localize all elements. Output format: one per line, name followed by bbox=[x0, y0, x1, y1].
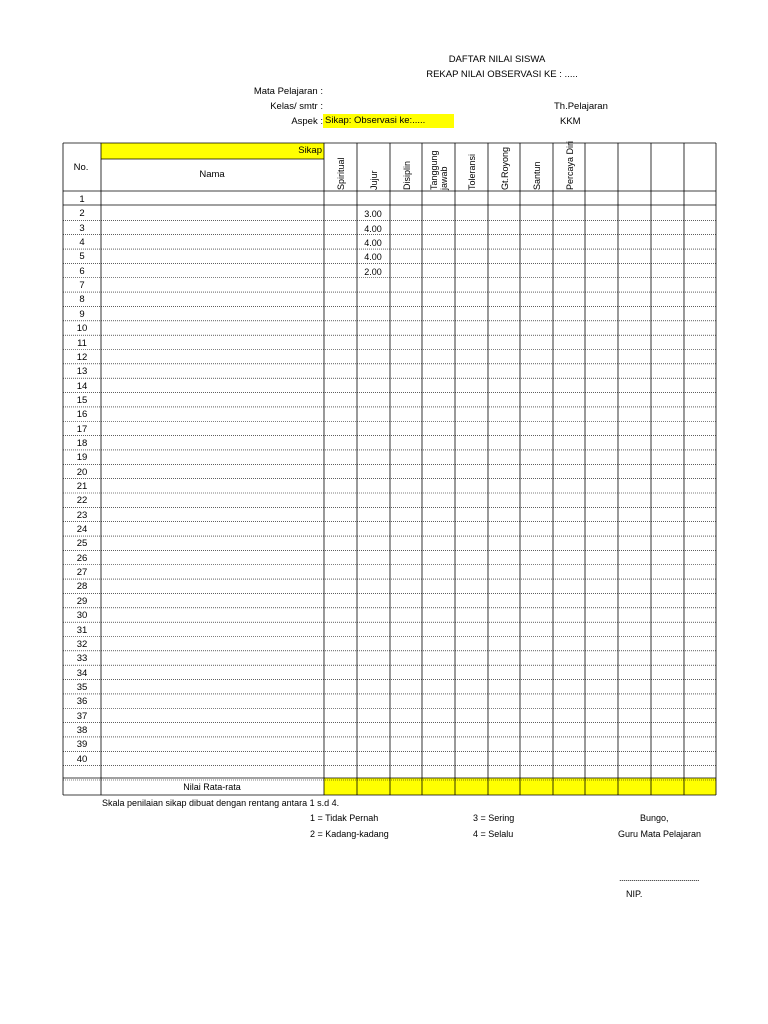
row-number: 20 bbox=[76, 466, 88, 478]
scale-3: 3 = Sering bbox=[473, 813, 515, 823]
row-number: 24 bbox=[76, 524, 88, 536]
place-date: Bungo, bbox=[640, 813, 669, 823]
th-pelajaran-label: Th.Pelajaran bbox=[554, 101, 608, 112]
row-number: 22 bbox=[76, 495, 88, 507]
aspect-header-label: Santun bbox=[532, 161, 542, 190]
row-number: 17 bbox=[76, 423, 88, 435]
row-number: 40 bbox=[76, 753, 88, 765]
page-title: DAFTAR NILAI SISWA bbox=[448, 54, 546, 65]
row-number: 14 bbox=[76, 380, 88, 392]
row-number: 27 bbox=[76, 567, 88, 579]
row-number: 8 bbox=[79, 294, 85, 306]
aspect-header-label: Percaya Diri bbox=[565, 140, 575, 190]
row-number: 1 bbox=[79, 194, 85, 205]
row-number: 21 bbox=[76, 481, 88, 492]
row-number: 31 bbox=[76, 624, 88, 636]
jujur-score: 3.00 bbox=[364, 209, 382, 220]
average-row-label: Nilai Rata-rata bbox=[183, 782, 241, 792]
jujur-score: 4.00 bbox=[364, 223, 382, 234]
sikap-group-header: Sikap bbox=[298, 145, 322, 156]
row-number: 32 bbox=[76, 638, 88, 650]
row-number: 11 bbox=[77, 337, 87, 349]
nip-label: NIP. bbox=[626, 889, 643, 899]
row-number: 18 bbox=[76, 437, 88, 449]
row-number: 36 bbox=[76, 696, 88, 708]
row-number: 39 bbox=[76, 739, 88, 751]
aspek-value: Sikap: Observasi ke:..... bbox=[323, 114, 454, 128]
jujur-score: 2.00 bbox=[364, 266, 382, 277]
signature-line: ........................................ bbox=[619, 873, 700, 883]
aspect-header-label: Toleransi bbox=[467, 153, 477, 190]
nama-column-header: Nama bbox=[199, 169, 225, 180]
row-number: 6 bbox=[79, 265, 85, 277]
row-number: 35 bbox=[76, 681, 88, 693]
row-number: 7 bbox=[79, 280, 85, 292]
row-number: 4 bbox=[79, 237, 85, 249]
jujur-score: 4.00 bbox=[364, 238, 382, 249]
row-number: 30 bbox=[76, 610, 88, 622]
row-number: 19 bbox=[76, 452, 88, 464]
row-number: 13 bbox=[76, 366, 88, 378]
aspect-header-label: Tanggung bbox=[429, 150, 439, 190]
mata-pelajaran-label: Mata Pelajaran : bbox=[253, 86, 323, 97]
row-number: 3 bbox=[79, 222, 85, 234]
row-number: 26 bbox=[76, 552, 88, 564]
page-subtitle: REKAP NILAI OBSERVASI KE : ..... bbox=[426, 69, 578, 80]
jujur-score: 4.00 bbox=[364, 252, 382, 263]
no-column-header: No. bbox=[73, 162, 89, 173]
row-number: 34 bbox=[76, 667, 88, 679]
scale-1: 1 = Tidak Pernah bbox=[310, 813, 379, 823]
aspect-header-label: Gt.Royong bbox=[500, 146, 510, 190]
row-number: 15 bbox=[76, 394, 88, 406]
row-number: 10 bbox=[76, 323, 88, 335]
row-number: 29 bbox=[76, 595, 88, 607]
row-number: 12 bbox=[76, 351, 88, 363]
scale-4: 4 = Selalu bbox=[473, 829, 514, 839]
row-number: 23 bbox=[76, 509, 88, 521]
aspect-header-label: jawab bbox=[439, 166, 449, 190]
row-number: 38 bbox=[76, 724, 88, 736]
row-number: 37 bbox=[76, 710, 88, 722]
row-number: 5 bbox=[79, 251, 85, 263]
scale-2: 2 = Kadang-kadang bbox=[310, 829, 389, 839]
signer-title: Guru Mata Pelajaran bbox=[618, 829, 702, 839]
aspek-label: Aspek : bbox=[291, 116, 323, 127]
scale-note: Skala penilaian sikap dibuat dengan rentang antara 1 s.d 4. bbox=[102, 798, 340, 808]
row-number: 2 bbox=[79, 208, 85, 220]
kkm-label: KKM bbox=[560, 116, 581, 127]
aspect-header-label: Jujur bbox=[369, 170, 379, 190]
row-number: 33 bbox=[76, 653, 88, 665]
row-number: 28 bbox=[76, 581, 88, 593]
row-number: 25 bbox=[76, 538, 88, 550]
aspect-header-label: Spiritual bbox=[336, 157, 346, 190]
aspect-header-label: Disiplin bbox=[402, 160, 412, 190]
kelas-label: Kelas/ smtr : bbox=[270, 101, 323, 112]
row-number: 9 bbox=[79, 308, 85, 320]
row-number: 16 bbox=[76, 409, 88, 421]
